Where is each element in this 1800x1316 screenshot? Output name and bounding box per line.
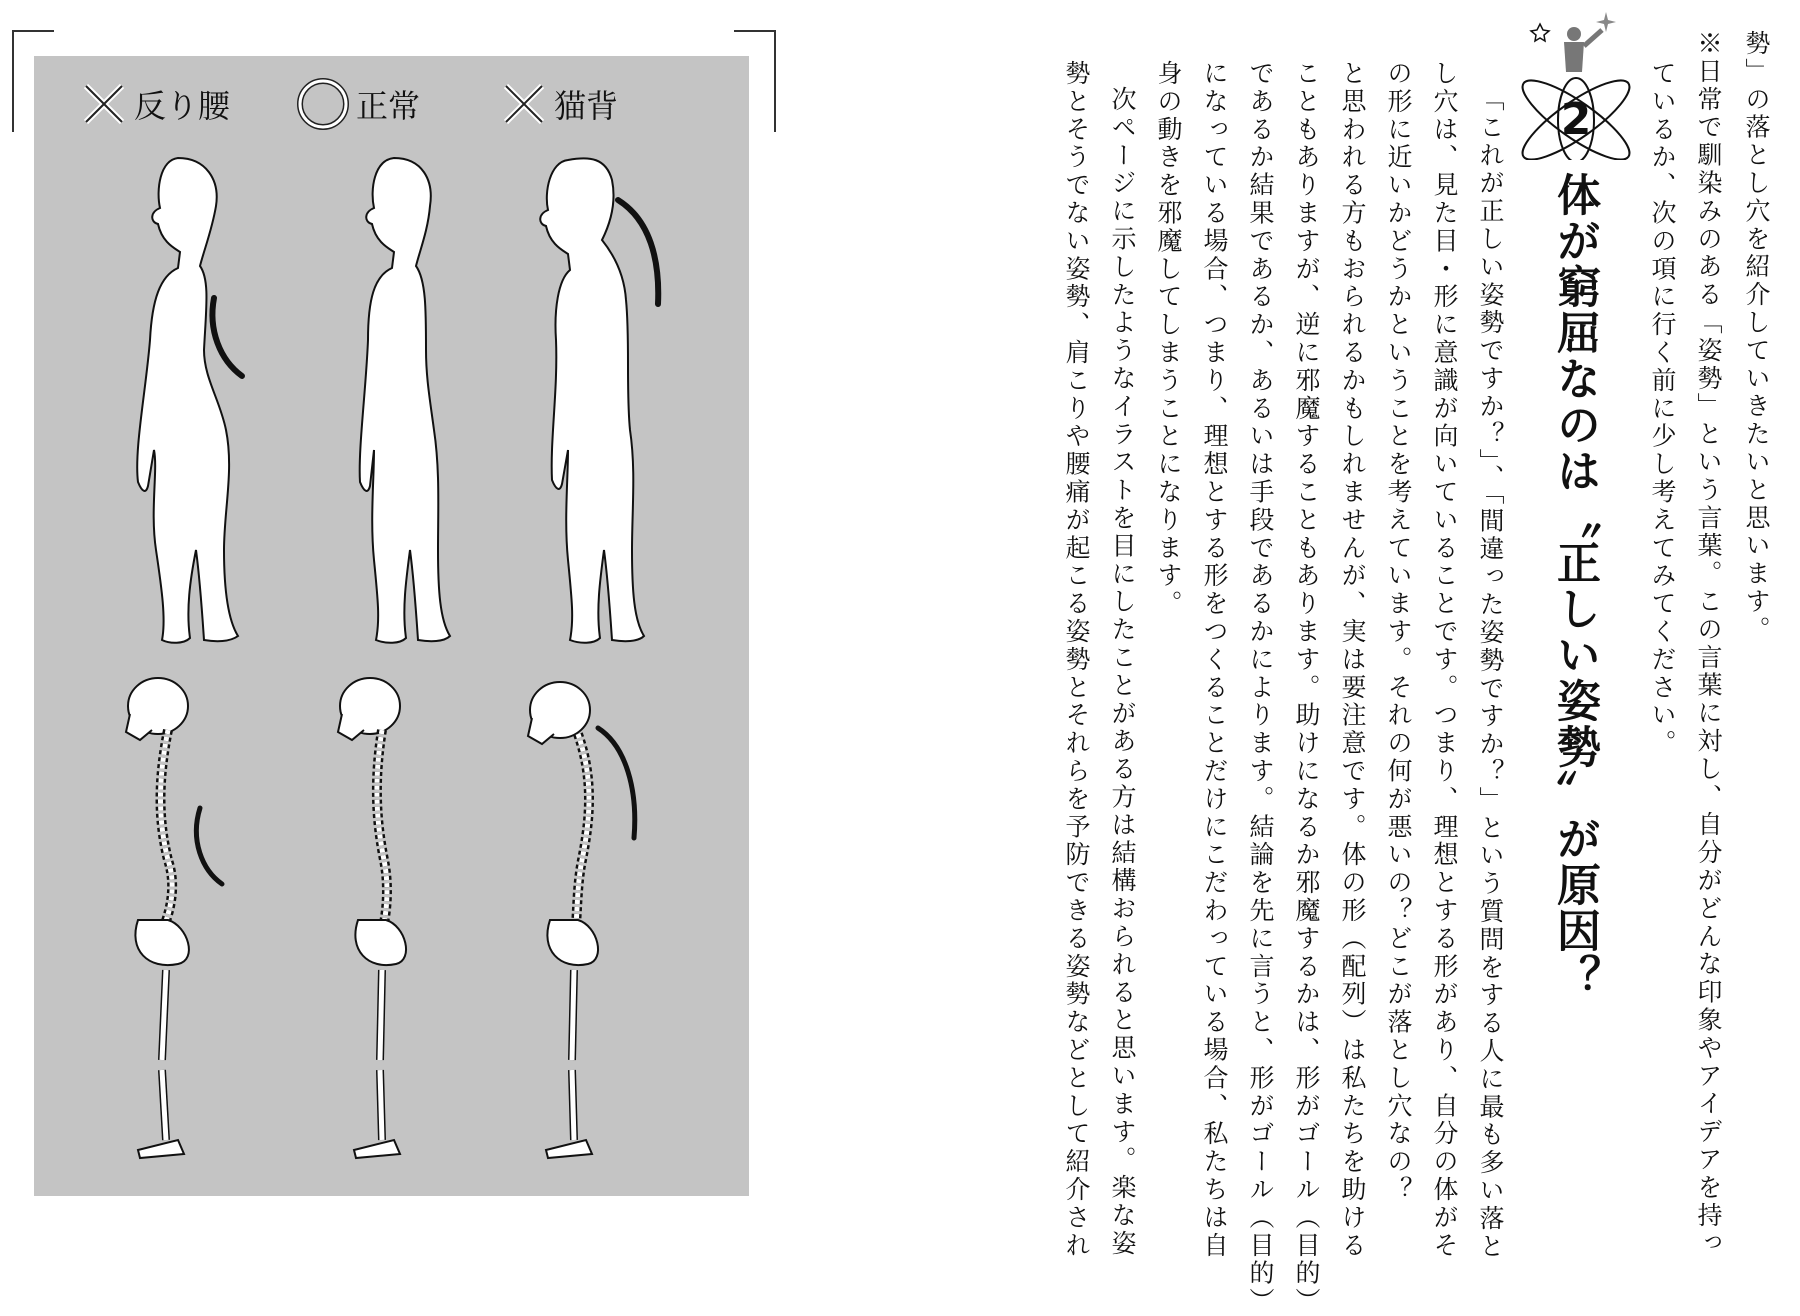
circle-mark-icon: [296, 77, 350, 131]
skeleton-figure-normal: [330, 670, 470, 1160]
body-line: し穴は、見た目・形に意識が向いていることです。つまり、理想とする形があり、自分の体がそ: [1430, 60, 1459, 1260]
body-figure-normal: [330, 150, 470, 650]
body-line: 「これが正しい姿勢ですか？」、「間違った姿勢ですか？」という質問をする人に最も多い落と: [1476, 86, 1505, 1261]
body-line: になっている場合、つまり、理想とする形をつくることだけにこだわっている場合、私たちは自: [1200, 60, 1229, 1260]
curve-indicator: [610, 190, 670, 320]
legend-item-hunchback: [500, 80, 618, 128]
intro-line: ているか、次の項に行く前に少し考えてみてください。: [1648, 60, 1677, 758]
body-figure-swayback: [120, 150, 260, 650]
body-line: であるか結果であるか、あるいは手段であるかによります。結論を先に言うと、形がゴール（目的）: [1246, 60, 1275, 1316]
intro-line: ※日常で馴染みのある「姿勢」という言葉。この言葉に対し、自分がどんな印象やアイデアを持っ: [1694, 30, 1723, 1258]
body-line: こともありますが、逆に邪魔することもあります。助けになるか邪魔するかは、形がゴール（目的）: [1292, 60, 1321, 1316]
body-line: 次ページに示したようなイラストを目にしたことがある方は結構おられると思います。楽な姿: [1108, 86, 1137, 1258]
section-number: 2: [1560, 94, 1592, 145]
legend-label: 正常: [356, 87, 421, 125]
legend-item-normal: [296, 80, 420, 128]
legend-label: 反り腰: [134, 87, 231, 125]
cross-mark-icon: [80, 80, 128, 128]
curve-indicator: [200, 290, 260, 390]
section-number-emblem: [1506, 10, 1646, 160]
curve-indicator: [590, 720, 650, 850]
legend-item-swayback: [80, 80, 230, 128]
curve-indicator: [186, 800, 236, 900]
section-title: 体が窮屈なのは〝正しい姿勢〟が原因？: [1549, 172, 1600, 1000]
body-line: と思われる方もおられるかもしれませんが、実は要注意です。体の形（配列）は私たちを助ける: [1338, 60, 1367, 1260]
legend-label: 猫背: [554, 87, 619, 125]
skeleton-figure-swayback: [118, 670, 258, 1160]
body-line: の形に近いかどうかということを考えています。それの何が悪いの？どこが落とし穴なの？: [1384, 60, 1413, 1204]
cross-mark-icon: [500, 80, 548, 128]
body-line: 勢とそうでない姿勢、肩こりや腰痛が起こる姿勢とそれらを予防できる姿勢などとして紹介され: [1062, 60, 1091, 1260]
intro-line: 勢」の落とし穴を紹介していきたいと思います。: [1742, 30, 1771, 644]
body-line: 身の動きを邪魔してしまうことになります。: [1154, 60, 1183, 618]
